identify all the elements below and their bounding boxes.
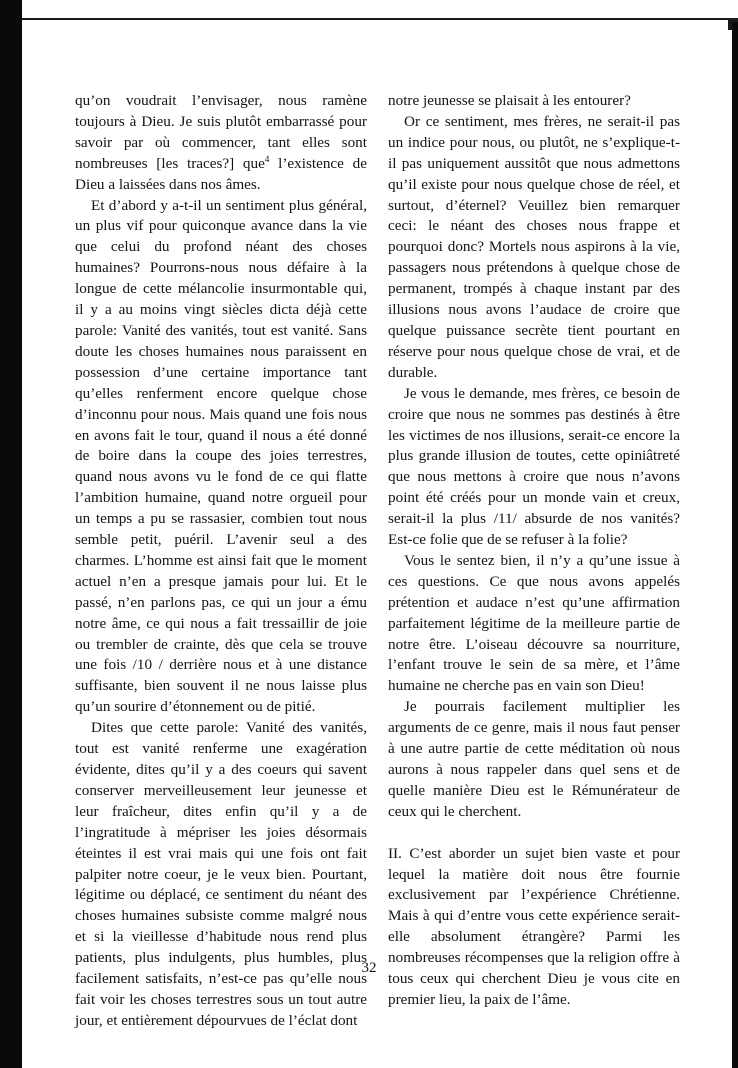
right-column bbox=[388, 91, 680, 1011]
paragraph bbox=[75, 91, 367, 196]
scan-border-left bbox=[0, 0, 22, 1068]
section-paragraph: II. C’est aborder un sujet bien vaste et pour lequel la matière doit nous être fournie exclusivement par l’expérience Chrétienne. Mais à qui d’entre vous cette expérience serait-elle absolument étrangère? Parmi les nombreuses récompenses que la religion offre à tous ceux qui cherchent Dieu je vous cite en premier lieu, la paix de l’âme. bbox=[388, 844, 680, 1008]
paragraph-text-continued: l’existence de Dieu a laissées dans nos âmes. bbox=[75, 154, 367, 193]
paragraph: Et d’abord y a-t-il un sentiment plus général, un plus vif pour quiconque avance dans la vie que celui du profond néant des choses humaines? Pourrons-nous nous défaire à la longue de cette mélancolie insurmontable qui, il y a au moins vingt siècles dicta déjà cette parole: Vanité des vanités, tout est vanité. Sans doute les choses humaines nous paraissent en possession d’une certaine importance tant qu’elles renferment encore quelque chose d’inconnu pour nous. Mais quand une fois nous en avons fait le tour, quand il nous a été donné de boire dans la coupe des joies terrestres, quand nous avons vu le fond de ce qui flatte l’ambition humaine, quand notre orgueil pour un temps a pu se rassasier, combien tout nous semble petit, puéril. L’avenir seul a des charmes. L’homme est ainsi fait que le moment actuel n’en a presque jamais pour lui. Et le passé, n’en parlons pas, ce qui un jour a ému notre âme, ce qui nous a fait tressaillir de joie ou trembler de crainte, dès que cela se trouve une fois /10 / derrière nous et à une distance suffisante, bien souvent il ne nous laisse plus qu’un sourire d’étonnement ou de pitié. bbox=[75, 196, 367, 716]
paragraph: Je pourrais facilement multiplier les arguments de ce genre, mais il nous faut penser à une autre partie de cette méditation où nous aurons à nous rappeler dans quel sens et de quelle manière Dieu est le Rémunérateur de ceux qui le cherchent. bbox=[388, 698, 680, 820]
footnote-reference: 4 bbox=[264, 153, 270, 164]
paragraph: notre jeunesse se plaisait à les entourer? bbox=[388, 92, 631, 109]
paragraph: Dites que cette parole: Vanité des vanités, tout est vanité renferme une exagération évidente, dites qu’il y a des coeurs qui savent conserver merveilleusement leur jeunesse et leur fraîcheur, dites enfin qu’il y a de l’ingratitude à mépriser les joies désormais éteintes il est vrai mais qui une fois ont fait palpiter notre coeur, je le veux bien. Pourtant, légitime ou déplacé, ce sentiment du néant des choses humaines subsiste comme malgré nous et si la vieillesse d’habitude nous rend plus patients, plus indulgents, plus humbles, plus facilement satisfaits, n’est-ce pas qu’elle nous fait voir les choses terrestres sous un tout autre jour, et entièrement dépourvues de l’éclat dont bbox=[75, 719, 367, 1029]
left-column bbox=[75, 91, 367, 1032]
scan-border-top bbox=[22, 18, 732, 20]
paragraph: Or ce sentiment, mes frères, ne serait-il pas un indice pour nous, ou plutôt, ne s’explique-t-il pas uniquement aussitôt que nous admettons qu’il existe pour nous quelque chose de réel, et surtout, d’éternel? Veuillez bien remarquer ceci: le néant des choses nous frappe et pourquoi donc? Mortels nous aspirons à la vie, passagers nous prétendons à quelque chose de permanent, trompés à chaque instant par des illusions nous avons l’audace de croire que quelque puissance secrète tient pourtant en réserve pour nous quelque chose de vrai, et de durable. bbox=[388, 112, 680, 381]
paragraph: Vous le sentez bien, il n’y a qu’une issue à ces questions. Ce que nous avons appelés prétention et audace n’est qu’une affirmation parfaitement légitime de la meilleure partie de notre être. L’oiseau découvre sa nourriture, l’enfant trouve le sein de sa mère, et l’âme humaine ne cherche pas en vain son Dieu! bbox=[388, 551, 680, 695]
paragraph-text: qu’on voudrait l’envisager, nous ramène toujours à Dieu. Je suis plutôt embarrassé pour savoir par où commencer, tant elles sont nombreuses [les traces?] que bbox=[75, 92, 367, 172]
scan-border-right bbox=[732, 22, 738, 1068]
paragraph: Je vous le demande, mes frères, ce besoin de croire que nous ne sommes pas destinés à être les victimes de nos illusions, serait-ce encore la plus grande illusion de toutes, cette opiniâtreté que nous mettons à croire que nous n’avons point été créés pour un monde vain et creux, serait-il la plus /11/ absurde de nos vanités? Est-ce folie que de se refuser à la folie? bbox=[388, 384, 680, 549]
page-number: 32 bbox=[361, 960, 377, 976]
